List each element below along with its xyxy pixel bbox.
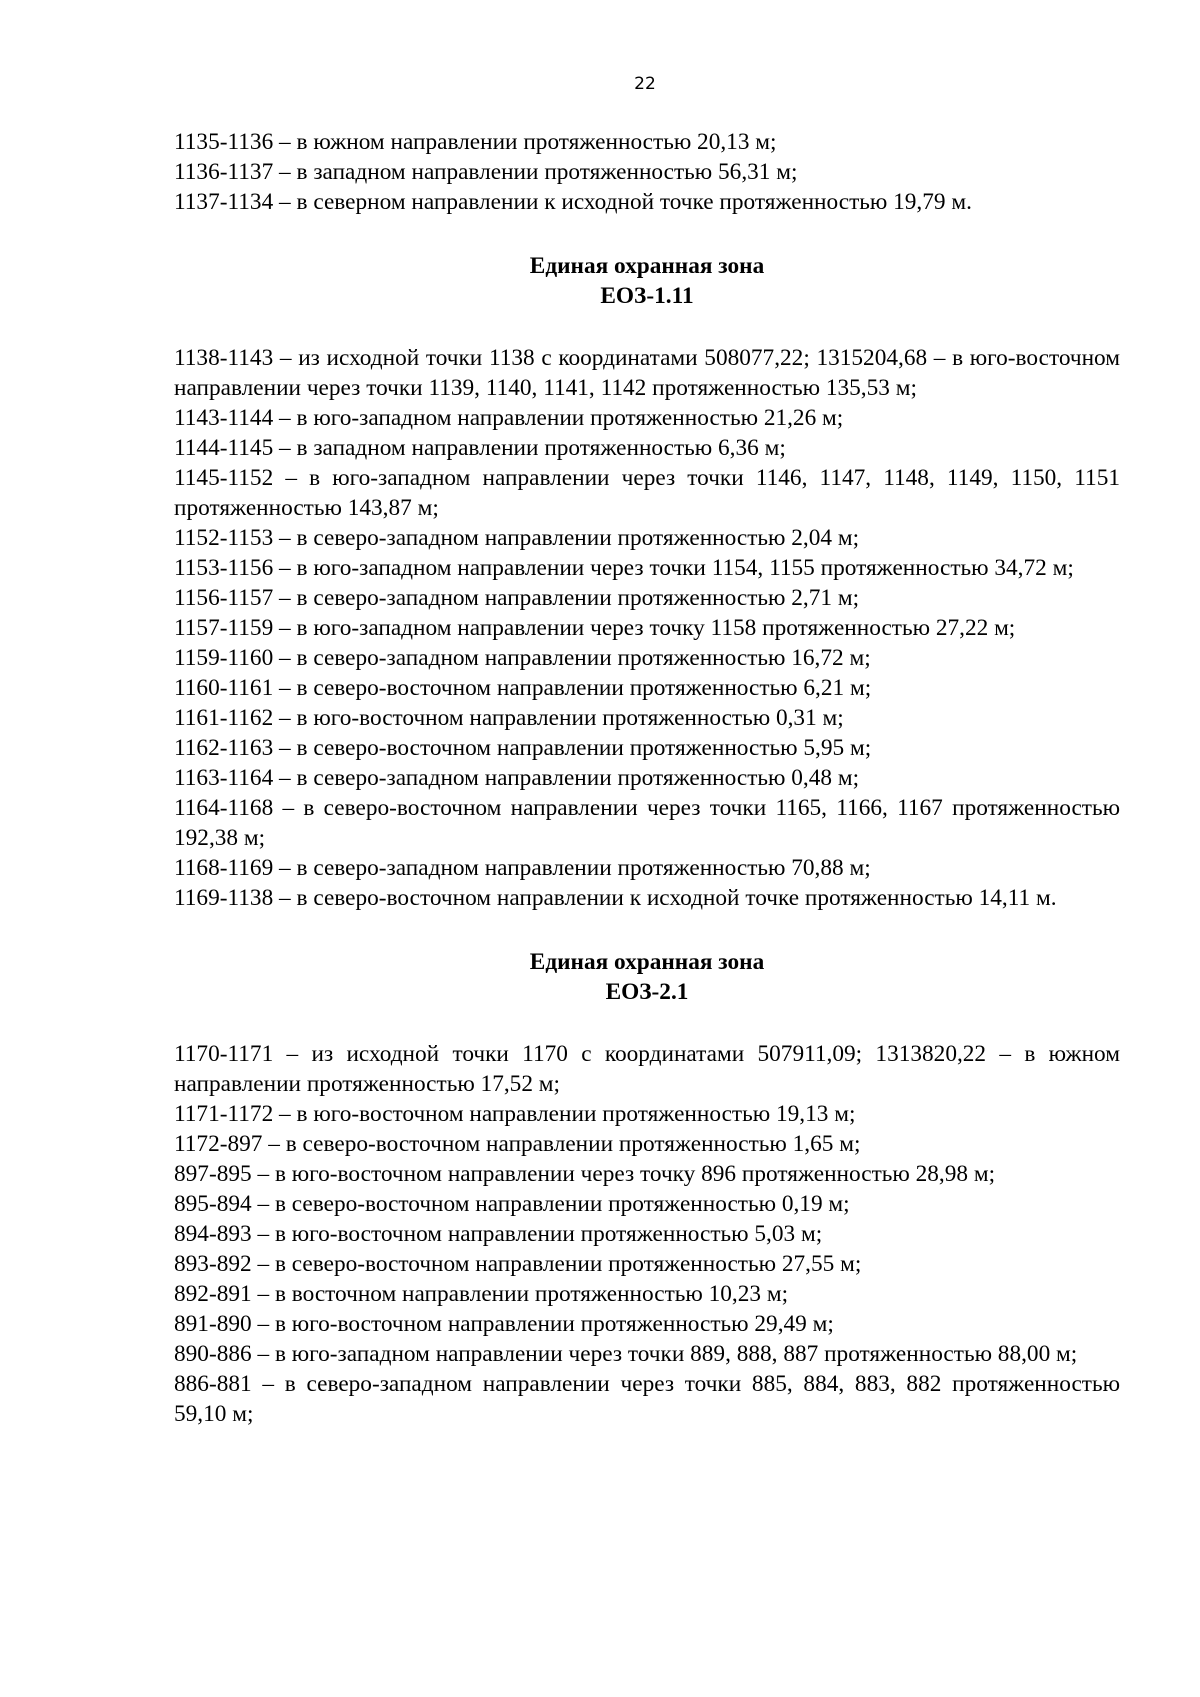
intro-block bbox=[174, 127, 1120, 217]
boundary-line: 886-881 – в северо-западном направлении через точки 885, 884, 883, 882 протяженностью 59,10 м; bbox=[174, 1371, 1120, 1427]
boundary-line: 893-892 – в северо-восточном направлении протяженностью 27,55 м; bbox=[174, 1251, 862, 1277]
boundary-line: 1144-1145 – в западном направлении протяженностью 6,36 м; bbox=[174, 435, 786, 461]
boundary-line: 1152-1153 – в северо-западном направлении протяженностью 2,04 м; bbox=[174, 525, 860, 551]
boundary-line: 1168-1169 – в северо-западном направлении протяженностью 70,88 м; bbox=[174, 855, 871, 881]
boundary-line: 1160-1161 – в северо-восточном направлении протяженностью 6,21 м; bbox=[174, 675, 872, 701]
boundary-line: 1137-1134 – в северном направлении к исходной точке протяженностью 19,79 м. bbox=[174, 189, 972, 215]
boundary-line: 1162-1163 – в северо-восточном направлении протяженностью 5,95 м; bbox=[174, 735, 872, 761]
boundary-line: 892-891 – в восточном направлении протяженностью 10,23 м; bbox=[174, 1281, 789, 1307]
boundary-line: 1161-1162 – в юго-восточном направлении протяженностью 0,31 м; bbox=[174, 705, 844, 731]
boundary-line: 894-893 – в юго-восточном направлении протяженностью 5,03 м; bbox=[174, 1221, 823, 1247]
boundary-line: 1138-1143 – из исходной точки 1138 с координатами 508077,22; 1315204,68 – в юго-восточном направлении через точки 1139, 1140, 1141, 1142 протяженностью 135,53 м; bbox=[174, 345, 1120, 401]
boundary-line: 1159-1160 – в северо-западном направлении протяженностью 16,72 м; bbox=[174, 645, 871, 671]
boundary-line: 1163-1164 – в северо-западном направлении протяженностью 0,48 м; bbox=[174, 765, 860, 791]
boundary-line: 1169-1138 – в северо-восточном направлении к исходной точке протяженностью 14,11 м. bbox=[174, 885, 1057, 911]
boundary-line: 897-895 – в юго-восточном направлении через точку 896 протяженностью 28,98 м; bbox=[174, 1161, 996, 1187]
boundary-line: 1136-1137 – в западном направлении протяженностью 56,31 м; bbox=[174, 159, 798, 185]
section-eoz-2-1 bbox=[174, 947, 1120, 1429]
boundary-line: 1157-1159 – в юго-западном направлении через точку 1158 протяженностью 27,22 м; bbox=[174, 615, 1016, 641]
boundary-line: 1156-1157 – в северо-западном направлении протяженностью 2,71 м; bbox=[174, 585, 860, 611]
section-title: Единая охранная зона bbox=[529, 253, 765, 279]
document-body bbox=[174, 127, 1120, 1429]
page-number: 22 bbox=[634, 74, 656, 94]
boundary-line: 1143-1144 – в юго-западном направлении протяженностью 21,26 м; bbox=[174, 405, 844, 431]
section-code: ЕОЗ-2.1 bbox=[605, 979, 689, 1005]
boundary-line: 1164-1168 – в северо-восточном направлении через точки 1165, 1166, 1167 протяженностью 192,38 м; bbox=[174, 795, 1120, 851]
boundary-line: 1172-897 – в северо-восточном направлении протяженностью 1,65 м; bbox=[174, 1131, 861, 1157]
boundary-line: 1153-1156 – в юго-западном направлении через точки 1154, 1155 протяженностью 34,72 м; bbox=[174, 555, 1074, 581]
boundary-line: 890-886 – в юго-западном направлении через точки 889, 888, 887 протяженностью 88,00 м; bbox=[174, 1341, 1078, 1367]
section-eoz-1-11 bbox=[174, 251, 1120, 913]
boundary-line: 1145-1152 – в юго-западном направлении через точки 1146, 1147, 1148, 1149, 1150, 1151 протяженностью 143,87 м; bbox=[174, 465, 1120, 521]
boundary-line: 1171-1172 – в юго-восточном направлении протяженностью 19,13 м; bbox=[174, 1101, 856, 1127]
boundary-line: 1135-1136 – в южном направлении протяженностью 20,13 м; bbox=[174, 129, 777, 155]
boundary-line: 891-890 – в юго-восточном направлении протяженностью 29,49 м; bbox=[174, 1311, 834, 1337]
section-code: ЕОЗ-1.11 bbox=[600, 283, 694, 309]
boundary-line: 895-894 – в северо-восточном направлении протяженностью 0,19 м; bbox=[174, 1191, 850, 1217]
boundary-line: 1170-1171 – из исходной точки 1170 с координатами 507911,09; 1313820,22 – в южном направлении протяженностью 17,52 м; bbox=[174, 1041, 1120, 1097]
section-title: Единая охранная зона bbox=[529, 949, 765, 975]
